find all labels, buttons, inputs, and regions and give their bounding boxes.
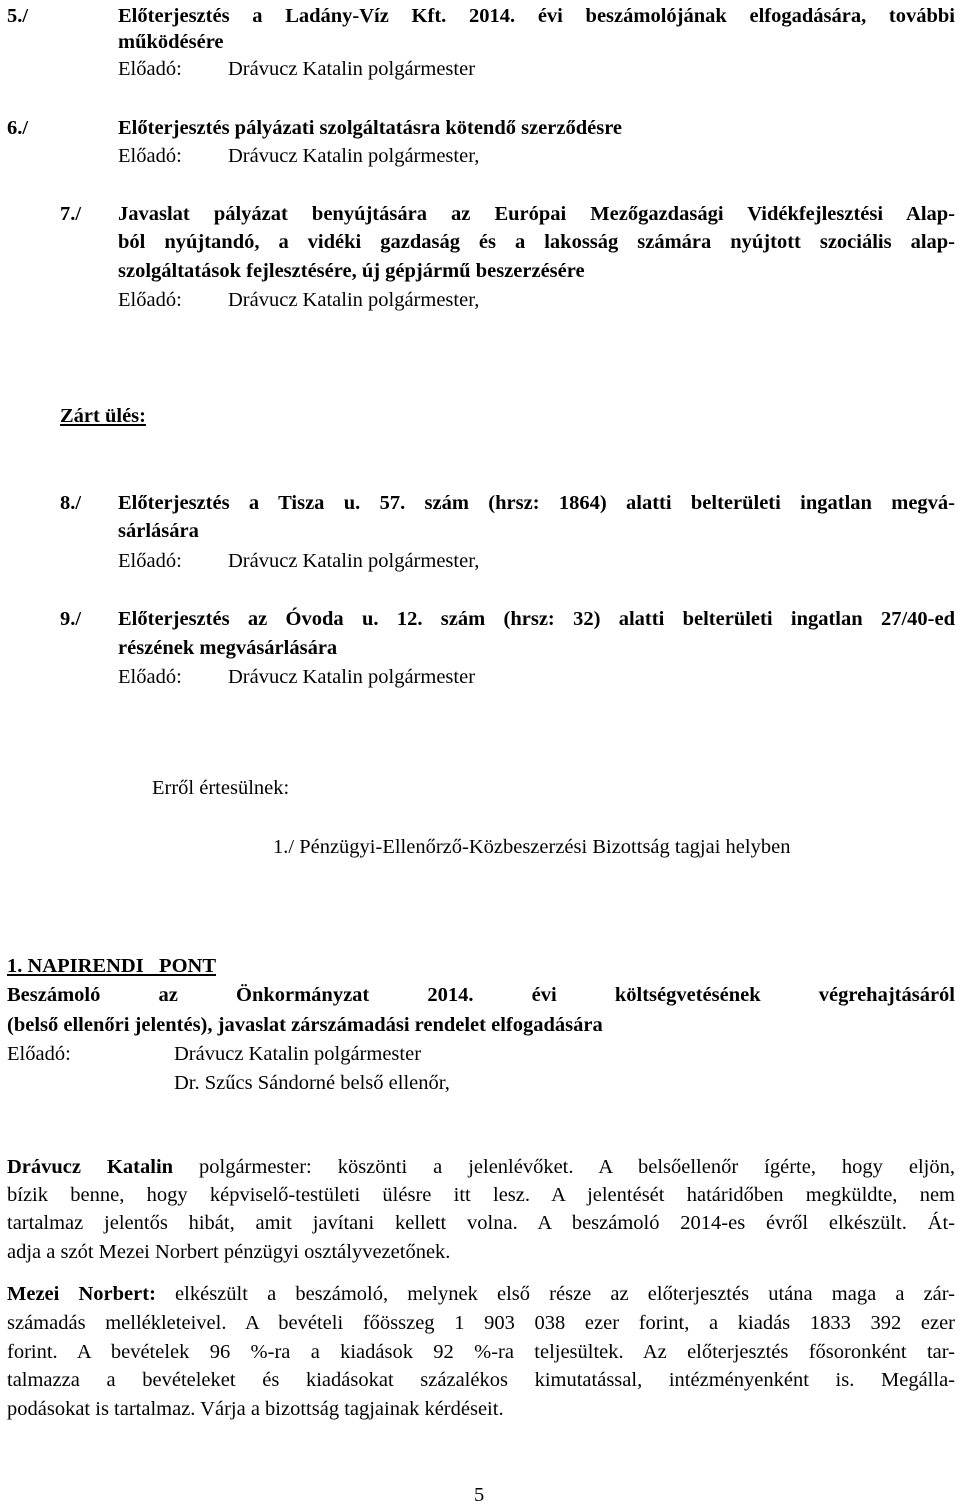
- item-title-line: Előterjesztés az Óvoda u. 12. szám (hrsz: 32) alatti belterületi ingatlan 27/40-ed: [118, 608, 955, 630]
- paragraph-line: tartalmaz jelentős hibát, amit javítani kellett volna. A beszámoló 2014-es évről elkészült. Át-: [7, 1212, 955, 1234]
- paragraph-line: bízik benne, hogy képviselő-testületi ülésre itt lesz. A jelentését határidőben megküldte, nem: [7, 1184, 955, 1206]
- speaker-name: Drávucz Katalin: [7, 1156, 174, 1178]
- presenter-name: Drávucz Katalin polgármester,: [228, 550, 480, 572]
- page-number: 5: [474, 1484, 485, 1506]
- item-title-line: Előterjesztés pályázati szolgáltatásra kötendő szerződésre: [118, 117, 623, 139]
- item-number: 6./: [7, 117, 29, 139]
- speaker-name: Mezei Norbert:: [7, 1283, 156, 1305]
- presenter-name: Drávucz Katalin polgármester: [174, 1043, 422, 1065]
- presenter-label: Előadó:: [118, 550, 182, 572]
- agenda-title-line: (belső ellenőri jelentés), javaslat zárszámadási rendelet elfogadására: [7, 1014, 603, 1036]
- item-title-line: ból nyújtandó, a vidéki gazdaság és a lakosság számára nyújtott szociális alap-: [118, 231, 955, 253]
- item-title-line: Előterjesztés a Tisza u. 57. szám (hrsz: 1864) alatti belterületi ingatlan megvá-: [118, 492, 955, 514]
- agenda-title-line: Beszámoló az Önkormányzat 2014. évi költségvetésének végrehajtásáról: [7, 984, 955, 1006]
- paragraph-line: podásokat is tartalmaz. Várja a bizottság tagjainak kérdéseit.: [7, 1398, 504, 1420]
- presenter-name: Drávucz Katalin polgármester,: [228, 289, 480, 311]
- presenter-name-2: Dr. Szűcs Sándorné belső ellenőr,: [174, 1072, 450, 1094]
- presenter-label: Előadó:: [118, 145, 182, 167]
- item-number: 9./: [60, 608, 82, 630]
- paragraph-line: adja a szót Mezei Norbert pénzügyi osztályvezetőnek.: [7, 1241, 451, 1263]
- item-number: 8./: [60, 492, 82, 514]
- paragraph-line: Mezei Norbert: elkészült a beszámoló, melynek első része az előterjesztés utána maga a zár-: [7, 1283, 956, 1305]
- presenter-name: Drávucz Katalin polgármester,: [228, 145, 480, 167]
- presenter-label: Előadó:: [118, 289, 182, 311]
- presenter-label: Előadó:: [7, 1043, 71, 1065]
- item-title-line: működésére: [118, 31, 224, 53]
- item-title-line: részének megvásárlására: [118, 637, 338, 659]
- item-number: 7./: [60, 203, 82, 225]
- paragraph-line: forint. A bevételek 96 %-ra a kiadások 92 %-ra teljesültek. Az előterjesztés fősoronként tar-: [7, 1341, 955, 1363]
- item-title-line: Előterjesztés a Ladány-Víz Kft. 2014. évi beszámolójának elfogadására, további: [118, 5, 955, 27]
- paragraph-line: Drávucz Katalin polgármester: köszönti a jelenlévőket. A belsőellenőr ígérte, hogy eljön,: [7, 1156, 955, 1178]
- notification-recipient: 1./ Pénzügyi-Ellenőrző-Közbeszerzési Bizottság tagjai helyben: [273, 836, 791, 858]
- closed-session-heading: Zárt ülés:: [60, 405, 146, 427]
- item-title-line: Javaslat pályázat benyújtására az Európai Mezőgazdasági Vidékfejlesztési Alap-: [118, 203, 955, 225]
- presenter-name: Drávucz Katalin polgármester: [228, 666, 476, 688]
- item-number: 5./: [7, 5, 29, 27]
- presenter-label: Előadó:: [118, 58, 182, 80]
- item-title-line: sárlására: [118, 520, 199, 542]
- item-title-line: szolgáltatások fejlesztésére, új gépjármű beszerzésére: [118, 260, 585, 282]
- paragraph-line: számadás mellékleteivel. A bevételi főösszeg 1 903 038 ezer forint, a kiadás 1833 392 ezer: [7, 1312, 955, 1334]
- presenter-name: Drávucz Katalin polgármester: [228, 58, 476, 80]
- presenter-label: Előadó:: [118, 666, 182, 688]
- agenda-point-heading: 1. NAPIRENDI PONT: [7, 955, 216, 977]
- notification-label: Erről értesülnek:: [152, 777, 290, 799]
- paragraph-line: talmazza a bevételeket és kiadásokat százalékos kimutatással, intézményenként is. Megálla-: [7, 1369, 955, 1391]
